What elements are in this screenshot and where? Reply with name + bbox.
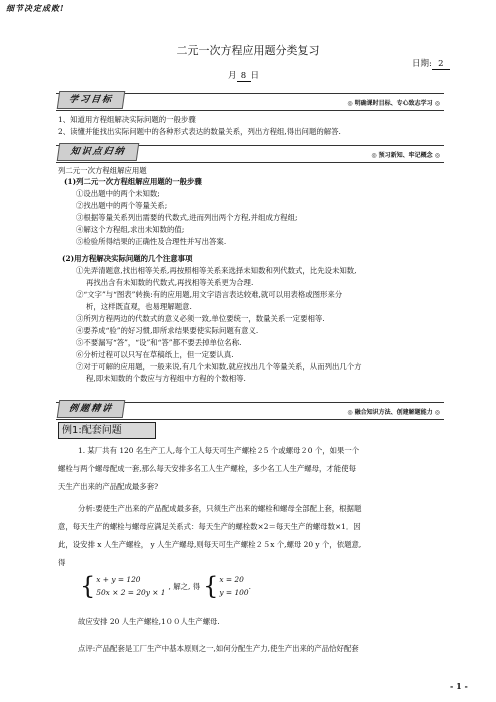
analysis-line: 此，设安排 x 人生产螺栓， y 人生产螺母,则每天可生产螺栓２５x 个,螺母 20 y 个，依题意, xyxy=(58,540,362,549)
note-item: ⑥分析过程可以只写在草稿纸上，但一定要认真. xyxy=(76,350,234,359)
problem-line: 螺栓与两个螺母配成一套,那么每天安排多名工人生产螺栓，多少名工人生产螺母，才能使每 xyxy=(58,464,356,473)
goals-slogan: ◎ 明确课时目标、专心致志学习 ◎ xyxy=(347,99,440,107)
date-label: 日期: xyxy=(412,59,432,69)
comment-line: 点评:产品配套是工厂生产中基本原则之一,如何分配生产力,使生产出来的产品恰好配套 xyxy=(78,644,359,653)
comment-text xyxy=(58,640,444,658)
date-month-unit: 月 xyxy=(228,71,237,81)
step-item: ②找出题中的两个等量关系; xyxy=(76,201,168,210)
note-item: 再找出含有未知数的代数式,再找相等关系更为合理. xyxy=(86,278,254,287)
equation-system xyxy=(80,573,251,599)
analysis-line: 意，每天生产的螺栓与螺母应满足关系式：每天生产的螺栓数×2＝每天生产的螺母数×1．因 xyxy=(58,522,361,531)
step-item: ④解这个方程组,求出未知数的值; xyxy=(76,225,185,234)
problem-line: 天生产出来的产品配成最多套? xyxy=(58,482,159,491)
analysis-line: 得 xyxy=(58,558,66,567)
motto: 细节决定成败! xyxy=(6,3,65,13)
knowledge-slogan: ◎ 预习新知、牢记概念 ◎ xyxy=(371,151,440,159)
knowledge-sub1: (1)列二元一次方程组解应用题的一般步骤 xyxy=(64,177,202,186)
answer-text xyxy=(58,613,444,631)
goal-item: 2、读懂并能找出实际问题中的各种形式表达的数量关系，列出方程组,得出问题的解答. xyxy=(58,127,341,136)
equation-solution xyxy=(219,573,248,599)
step-item: ①设出题中的两个未知数; xyxy=(76,189,160,198)
brace-right: { xyxy=(203,572,219,600)
note-item: ④要养成“验”的好习惯,即所求结果要使实际问题有意义. xyxy=(76,326,259,335)
note-item: ⑤不要漏写“答”，“设”和“答”都不要丢掉单位名称. xyxy=(76,338,242,347)
examples-tag: 例题精讲 xyxy=(57,400,126,418)
equation-line: x = 20 xyxy=(219,575,244,584)
knowledge-sub2: (2)用方程解决实际问题的几个注意事项 xyxy=(62,254,193,263)
date-day-unit: 日 xyxy=(250,71,260,81)
equation-line: x + y = 120 xyxy=(96,575,141,584)
note-item: 程,即未知数的个数应与方程组中方程的个数相等. xyxy=(86,374,246,383)
note-item: ③所列方程两边的代数式的意义必须一致,单位要统一，数量关系一定要相等. xyxy=(76,314,325,323)
analysis-text xyxy=(58,500,444,572)
date-line xyxy=(412,57,450,70)
equation-line: y = 100 xyxy=(219,588,249,597)
note-item: ⑦对于可解的应用题，一般来说,有几个未知数,就应找出几个等量关系，从而列出几个方 xyxy=(76,362,362,371)
knowledge-tag: 知识点归纳 xyxy=(57,143,140,161)
example-label: 例1:配套问题 xyxy=(58,422,156,439)
knowledge-heading: 列二元一次方程组解应用题 xyxy=(58,166,147,175)
equation-period: . xyxy=(248,581,251,591)
analysis-line: 分析:要使生产出来的产品配成最多套，只须生产出来的螺栓和螺母全部配上套，根据题 xyxy=(78,504,362,513)
answer-line: 故应安排 20 人生产螺栓,1００人生产螺母. xyxy=(78,617,220,626)
goal-item: 1、知道用方程组解决实际问题的一般步骤 xyxy=(58,115,196,124)
examples-slogan: ◎ 融合知识方法、创建解题能力 ◎ xyxy=(347,408,440,416)
step-item: ③根据等量关系列出需要的代数式,进而列出两个方程,并组成方程组; xyxy=(76,213,298,222)
problem-line: 1. 某厂共有 120 名生产工人,每个工人每天可生产螺栓２5 个或螺母２0 个，如果一个 xyxy=(78,446,360,455)
goals-tag: 学习目标 xyxy=(57,91,126,109)
note-item: ②“文字”与“图表”转换:有的应用题,用文字语言表达较难,就可以用表格或图形来分 xyxy=(76,290,343,299)
equation-lhs xyxy=(96,573,165,599)
equation-mid: , 解之, 得 xyxy=(168,581,201,591)
step-item: ⑤检验所得结果的正确性及合理性并写出答案. xyxy=(76,237,227,246)
date-day: 8 xyxy=(237,71,251,82)
brace-left: { xyxy=(80,572,96,600)
equation-line: 50x × 2 = 20y × 1 xyxy=(96,588,166,597)
note-item: 析，这样既直观，也易理解题意. xyxy=(86,302,192,311)
problem-text xyxy=(58,442,444,496)
date-month: 2 xyxy=(432,59,450,70)
page-title: 二元一次方程应用题分类复习 xyxy=(176,44,320,57)
note-item: ①先弄清题意,找出相等关系,再按照相等关系来选择未知数和列代数式，比先设未知数, xyxy=(76,266,357,275)
page-number: - 1 - xyxy=(450,681,468,691)
date-line-2 xyxy=(228,69,259,82)
